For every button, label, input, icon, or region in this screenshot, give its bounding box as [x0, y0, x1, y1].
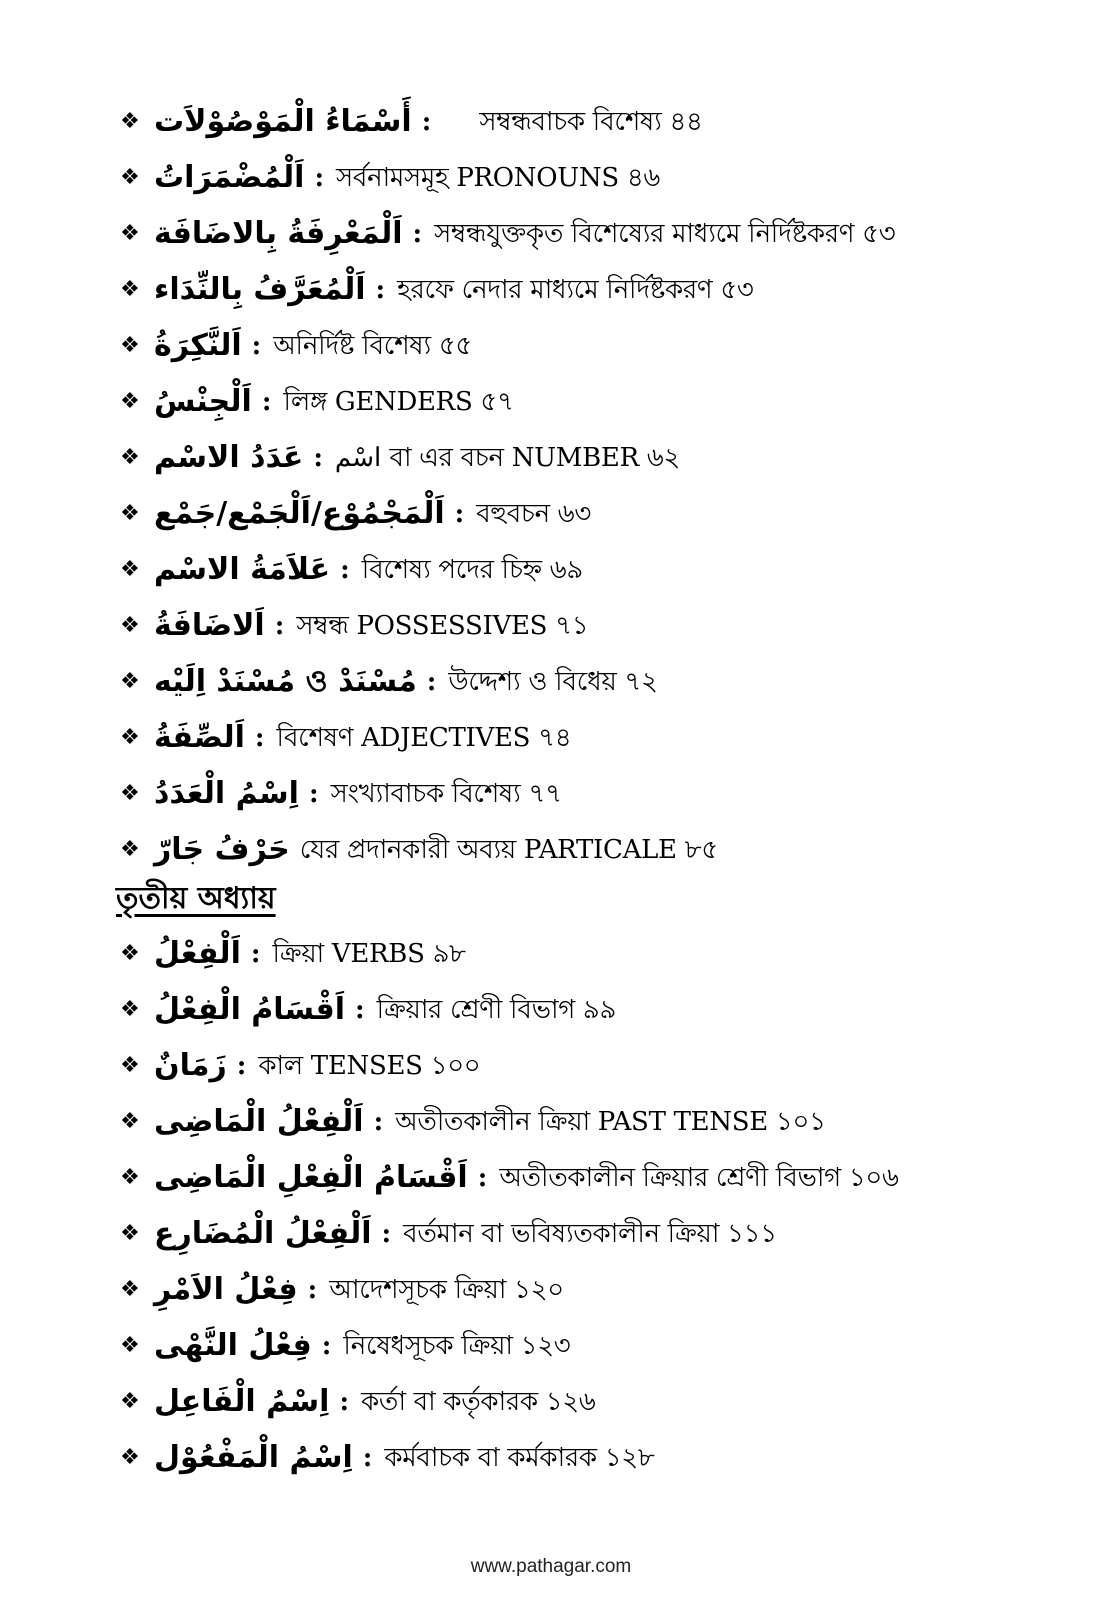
arabic-term: اَلْجِنْسُ	[154, 384, 252, 419]
entry-description: বর্তমান বা ভবিষ্যতকালীন ক্রিয়া ১১১	[403, 1219, 777, 1249]
entry-description: সম্বন্ধ POSSESSIVES ৭১	[296, 611, 589, 641]
diamond-bullet-icon: ❖	[120, 333, 140, 358]
arabic-term: اَلْمَجْمُوْع/اَلْجَمْع/جَمْع	[154, 496, 445, 531]
arabic-term: فِعْلُ الاَمْرِ	[154, 1272, 298, 1307]
entry-description: কর্মবাচক বা কর্মকারক ১২৮	[384, 1443, 655, 1473]
separator-colon: :	[313, 443, 323, 473]
arabic-term: مُسْنَدْ ও مُسْنَدْ اِلَيْه	[154, 664, 417, 699]
diamond-bullet-icon: ❖	[120, 669, 140, 694]
separator-colon: :	[314, 163, 325, 193]
diamond-bullet-icon: ❖	[120, 1445, 140, 1470]
separator-colon: :	[362, 1443, 373, 1473]
separator-colon: :	[426, 667, 437, 697]
diamond-bullet-icon: ❖	[120, 277, 140, 302]
diamond-bullet-icon: ❖	[120, 221, 140, 246]
arabic-term: اِسْمُ الْعَدَدُ	[154, 776, 299, 811]
arabic-term: اِسْمُ الْفَاعِل	[154, 1384, 330, 1419]
entry-description: ক্রিয়ার শ্রেণী বিভাগ ৯৯	[376, 995, 617, 1025]
arabic-term: اَلْفِعْلُ	[154, 936, 241, 971]
toc-list-part-two	[120, 94, 1050, 878]
entry-description: اسْم বা এর বচন NUMBER ৬২	[334, 443, 681, 473]
separator-colon: :	[340, 555, 350, 585]
separator-colon: :	[454, 499, 465, 529]
separator-colon: :	[373, 1107, 384, 1137]
separator-colon: :	[251, 331, 262, 361]
separator-colon: :	[261, 387, 272, 417]
diamond-bullet-icon: ❖	[120, 1389, 140, 1414]
toc-entry	[120, 318, 1050, 374]
diamond-bullet-icon: ❖	[120, 1053, 140, 1078]
separator-colon: :	[375, 275, 386, 305]
diamond-bullet-icon: ❖	[120, 389, 140, 414]
separator-colon: :	[307, 1275, 318, 1305]
separator-colon: :	[321, 1331, 332, 1361]
diamond-bullet-icon: ❖	[120, 1165, 140, 1190]
toc-entry	[120, 94, 1050, 150]
entry-description: হরফে নেদার মাধ্যমে নির্দিষ্টকরণ ৫৩	[397, 275, 754, 305]
arabic-term: حَرْفُ جَارّ	[154, 832, 290, 867]
arabic-term: اَلاضَافَةُ	[154, 608, 265, 643]
toc-entry	[120, 1206, 1050, 1262]
entry-description: অতীতকালীন ক্রিয়া PAST TENSE ১০১	[395, 1107, 826, 1137]
entry-description: অনির্দিষ্ট বিশেষ্য ৫৫	[273, 331, 472, 361]
arabic-term: اَقْسَامُ الْفِعْلِ الْمَاضِى	[154, 1160, 468, 1195]
separator-colon: :	[254, 723, 265, 753]
toc-entry	[120, 1430, 1050, 1486]
diamond-bullet-icon: ❖	[120, 1333, 140, 1358]
arabic-term: عَلاَمَةُ الاسْم	[154, 552, 331, 587]
toc-entry	[120, 654, 1050, 710]
diamond-bullet-icon: ❖	[120, 997, 140, 1022]
chapter-heading: তৃতীয় অধ্যায়	[116, 881, 276, 916]
entry-description: বিশেষণ ADJECTIVES ৭৪	[276, 723, 572, 753]
separator-colon: :	[381, 1219, 392, 1249]
separator-colon: :	[308, 779, 319, 809]
entry-description: অতীতকালীন ক্রিয়ার শ্রেণী বিভাগ ১০৬	[499, 1163, 899, 1193]
arabic-term: زَمَانٌ	[154, 1048, 227, 1083]
separator-colon: :	[412, 219, 423, 249]
toc-entry	[120, 1094, 1050, 1150]
arabic-term: فِعْلُ النَّهْى	[154, 1328, 312, 1363]
toc-entry	[120, 1374, 1050, 1430]
entry-description: সম্বন্ধযুক্তকৃত বিশেষ্যের মাধ্যমে নির্দিষ্টকরণ ৫৩	[434, 219, 896, 249]
diamond-bullet-icon: ❖	[120, 1221, 140, 1246]
diamond-bullet-icon: ❖	[120, 1277, 140, 1302]
arabic-term: اَلْفِعْلُ الْمُضَارِع	[154, 1216, 372, 1251]
footer-url: www.pathagar.com	[470, 1556, 632, 1577]
arabic-term: اَلْمُعَرَّفُ بِالنِّدَاء	[154, 272, 366, 307]
toc-entry	[120, 1318, 1050, 1374]
toc-entry	[120, 430, 1050, 486]
separator-colon: :	[477, 1163, 488, 1193]
arabic-term: اَلْمَعْرِفَةُ بِالاضَافَة	[154, 216, 403, 251]
diamond-bullet-icon: ❖	[120, 445, 140, 470]
separator-colon: :	[355, 995, 365, 1025]
toc-entry	[120, 374, 1050, 430]
toc-entry	[120, 766, 1050, 822]
toc-list-chapter-three	[120, 926, 1050, 1486]
entry-description: বহুবচন ৬৩	[476, 499, 592, 529]
separator-colon: :	[250, 939, 261, 969]
separator-colon: :	[339, 1387, 350, 1417]
entry-description: লিঙ্গ GENDERS ৫৭	[283, 387, 514, 417]
arabic-term: اِسْمُ الْمَفْعُوْل	[154, 1440, 353, 1475]
toc-entry	[120, 1262, 1050, 1318]
toc-entry	[120, 150, 1050, 206]
entry-description: কাল TENSES ১০০	[258, 1051, 481, 1081]
toc-entry	[120, 926, 1050, 982]
diamond-bullet-icon: ❖	[120, 109, 140, 134]
separator-colon: :	[421, 107, 432, 137]
toc-entry	[120, 710, 1050, 766]
diamond-bullet-icon: ❖	[120, 837, 140, 862]
toc-entry	[120, 486, 1050, 542]
entry-description: কর্তা বা কর্তৃকারক ১২৬	[361, 1387, 596, 1417]
toc-entry	[120, 206, 1050, 262]
entry-description: যের প্রদানকারী অব্যয় PARTICALE ৮৫	[299, 835, 718, 865]
entry-description: নিষেধসূচক ক্রিয়া ১২৩	[343, 1331, 571, 1361]
entry-description: বিশেষ্য পদের চিহ্ন ৬৯	[361, 555, 583, 585]
diamond-bullet-icon: ❖	[120, 781, 140, 806]
arabic-term: اَلصِّفَةُ	[154, 720, 245, 755]
arabic-term: عَدَدُ الاسْم	[154, 440, 304, 475]
diamond-bullet-icon: ❖	[120, 725, 140, 750]
toc-entry	[120, 1150, 1050, 1206]
diamond-bullet-icon: ❖	[120, 557, 140, 582]
entry-description: উদ্দেশ্য ও বিধেয় ৭২	[448, 667, 658, 697]
diamond-bullet-icon: ❖	[120, 165, 140, 190]
arabic-term: اَلْفِعْلُ الْمَاضِى	[154, 1104, 364, 1139]
toc-entry	[120, 1038, 1050, 1094]
diamond-bullet-icon: ❖	[120, 501, 140, 526]
separator-colon: :	[274, 611, 285, 641]
toc-entry	[120, 822, 1050, 878]
toc-entry	[120, 262, 1050, 318]
toc-entry	[120, 598, 1050, 654]
entry-description: সংখ্যাবাচক বিশেষ্য ৭৭	[330, 779, 562, 809]
entry-description: সম্বন্ধবাচক বিশেষ্য ৪৪	[479, 107, 703, 137]
entry-description: ক্রিয়া VERBS ৯৮	[272, 939, 466, 969]
entry-description: সর্বনামসমূহ PRONOUNS ৪৬	[336, 163, 660, 193]
diamond-bullet-icon: ❖	[120, 1109, 140, 1134]
separator-colon: :	[236, 1051, 247, 1081]
arabic-term: اَقْسَامُ الْفِعْلُ	[154, 992, 346, 1027]
toc-entry	[120, 982, 1050, 1038]
arabic-term: اَلنَّكِرَةُ	[154, 328, 242, 363]
diamond-bullet-icon: ❖	[120, 941, 140, 966]
diamond-bullet-icon: ❖	[120, 613, 140, 638]
entry-description: আদেশসূচক ক্রিয়া ১২০	[329, 1275, 564, 1305]
arabic-term: أَسْمَاءُ الْمَوْصُوْلاَت	[154, 104, 412, 139]
arabic-term: اَلْمُضْمَرَاتُ	[154, 160, 305, 195]
toc-entry	[120, 542, 1050, 598]
